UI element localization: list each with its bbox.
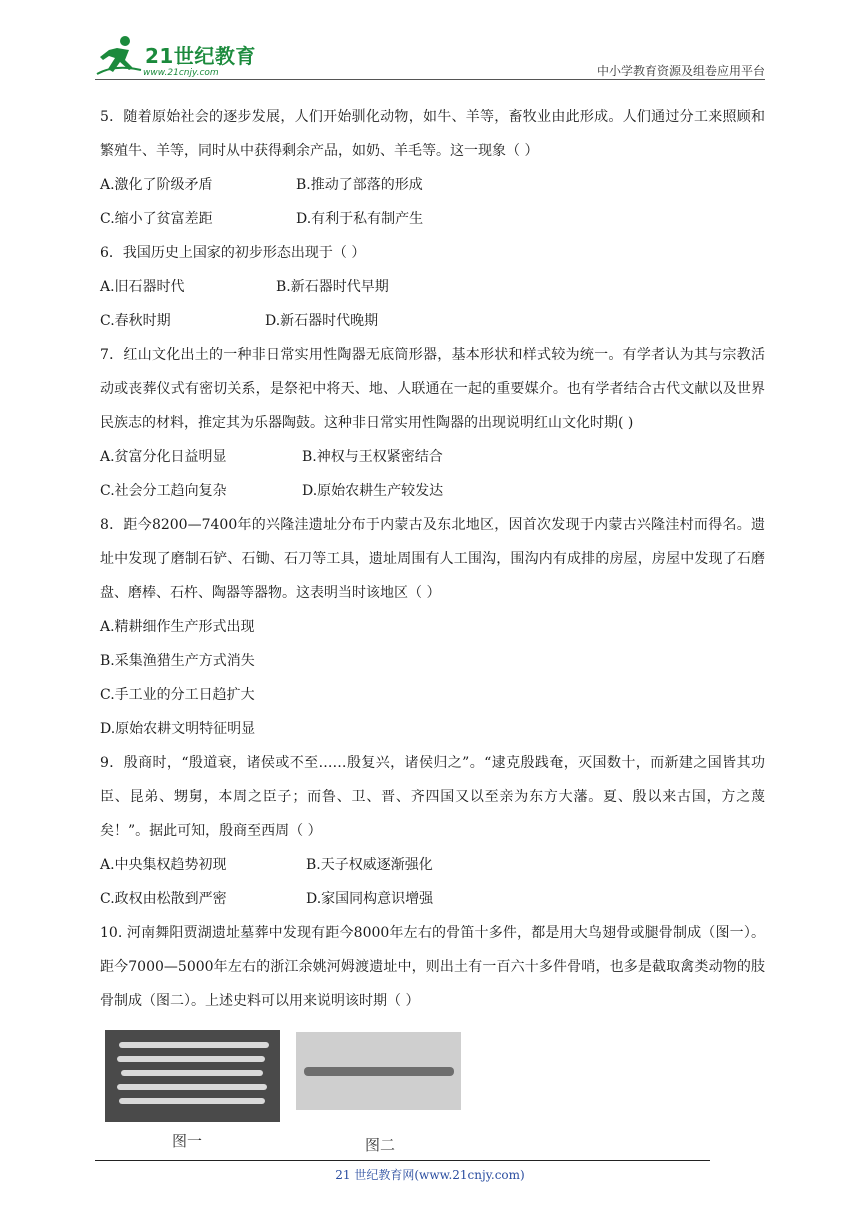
question-5-stem: 5．随着原始社会的逐步发展，人们开始驯化动物，如牛、羊等，畜牧业由此形成。人们通过分工来照顾和繁殖牛、羊等，同时从中获得剩余产品，如奶、羊毛等。这一现象（ ） bbox=[100, 109, 765, 159]
question-8-option-b: B.采集渔猎生产方式消失 bbox=[100, 653, 255, 669]
question-9-stem: 9．殷商时，“殷道衰，诸侯或不至……殷复兴，诸侯归之”。“逮克殷践奄，灭国数十，而新建之国皆其功臣、昆弟、甥舅，本周之臣子；而鲁、卫、晋、齐四国又以至亲为东方大藩。夏、殷以来古国，方之蔑矣！”。据此可知，殷商至西周（ ） bbox=[100, 755, 765, 839]
question-5-option-c: C.缩小了贫富差距 bbox=[100, 211, 213, 227]
figures bbox=[100, 1026, 765, 1156]
figure-1-caption: 图一 bbox=[172, 1132, 203, 1150]
bone-flute bbox=[117, 1084, 267, 1090]
header-platform-text: 中小学教育资源及组卷应用平台 bbox=[596, 64, 765, 78]
question-7-option-a: A.贫富分化日益明显 bbox=[100, 449, 227, 465]
logo-url: www.21cnjy.com bbox=[143, 68, 219, 78]
question-7-option-c: C.社会分工趋向复杂 bbox=[100, 483, 227, 499]
bone-flute bbox=[119, 1098, 265, 1104]
question-6-option-d: D.新石器时代晚期 bbox=[265, 313, 379, 329]
question-9-option-b: B.天子权威逐渐强化 bbox=[306, 857, 433, 873]
question-6-options-row2 bbox=[100, 304, 765, 338]
question-6-option-a: A.旧石器时代 bbox=[100, 279, 185, 295]
question-6-stem: 6．我国历史上国家的初步形态出现于（ ） bbox=[100, 245, 366, 261]
header-divider bbox=[95, 79, 765, 80]
question-5-option-a: A.激化了阶级矛盾 bbox=[100, 177, 213, 193]
question-9-option-a: A.中央集权趋势初现 bbox=[100, 857, 227, 873]
question-7-options-row2 bbox=[100, 474, 765, 508]
question-8-option-c: C.手工业的分工日趋扩大 bbox=[100, 687, 255, 703]
question-6-option-c: C.春秋时期 bbox=[100, 313, 171, 329]
question-5-option-b: B.推动了部落的形成 bbox=[296, 177, 423, 193]
question-list bbox=[100, 100, 765, 1156]
page-header bbox=[95, 28, 765, 80]
question-5-options-row2 bbox=[100, 202, 765, 236]
question-7-options-row1 bbox=[100, 440, 765, 474]
question-10-stem: 10. 河南舞阳贾湖遗址墓葬中发现有距今8000年左右的骨笛十多件，都是用大鸟翅骨或腿骨制成（图一）。距今7000—5000年左右的浙江余姚河姆渡遗址中，则出土有一百六十多件骨哨，也多是截取禽类动物的肢骨制成（图二）。上述史料可以用来说明该时期（ ） bbox=[100, 925, 765, 1009]
figure-1-bone-flutes-image bbox=[105, 1030, 280, 1122]
figure-2-caption: 图二 bbox=[365, 1136, 396, 1154]
question-7-option-d: D.原始农耕生产较发达 bbox=[302, 483, 444, 499]
question-9-options-row2 bbox=[100, 882, 765, 916]
site-logo bbox=[95, 34, 265, 78]
question-9-option-d: D.家国同构意识增强 bbox=[306, 891, 434, 907]
logo-text: 21世纪教育 bbox=[145, 44, 256, 68]
bone-flute bbox=[121, 1070, 263, 1076]
figure-2-bone-whistle-image bbox=[296, 1032, 461, 1110]
footer-divider bbox=[95, 1160, 710, 1161]
bone-whistle bbox=[304, 1067, 454, 1076]
question-9-options-row1 bbox=[100, 848, 765, 882]
question-6-options-row1 bbox=[100, 270, 765, 304]
bone-flute bbox=[117, 1056, 265, 1062]
question-6-option-b: B.新石器时代早期 bbox=[276, 279, 389, 295]
question-5-option-d: D.有利于私有制产生 bbox=[296, 211, 424, 227]
bone-flute bbox=[119, 1042, 269, 1048]
footer-link[interactable]: 21 世纪教育网(www.21cnjy.com) bbox=[335, 1168, 525, 1182]
question-9-option-c: C.政权由松散到严密 bbox=[100, 891, 227, 907]
question-7-stem: 7．红山文化出土的一种非日常实用性陶器无底筒形器，基本形状和样式较为统一。有学者认为其与宗教活动或丧葬仪式有密切关系，是祭祀中将天、地、人联通在一起的重要媒介。也有学者结合古代文献以及世界民族志的材料，推定其为乐器陶鼓。这种非日常实用性陶器的出现说明红山文化时期( ) bbox=[100, 347, 765, 431]
question-8-stem: 8．距今8200—7400年的兴隆洼遗址分布于内蒙古及东北地区，因首次发现于内蒙古兴隆洼村而得名。遗址中发现了磨制石铲、石锄、石刀等工具，遗址周围有人工围沟，围沟内有成排的房屋，房屋中发现了石磨盘、磨棒、石杵、陶器等器物。这表明当时该地区（ ） bbox=[100, 517, 765, 601]
question-8-option-d: D.原始农耕文明特征明显 bbox=[100, 721, 256, 737]
runner-logo-icon bbox=[95, 34, 143, 78]
question-5-options-row1 bbox=[100, 168, 765, 202]
question-7-option-b: B.神权与王权紧密结合 bbox=[302, 449, 443, 465]
question-8-option-a: A.精耕细作生产形式出现 bbox=[100, 619, 255, 635]
